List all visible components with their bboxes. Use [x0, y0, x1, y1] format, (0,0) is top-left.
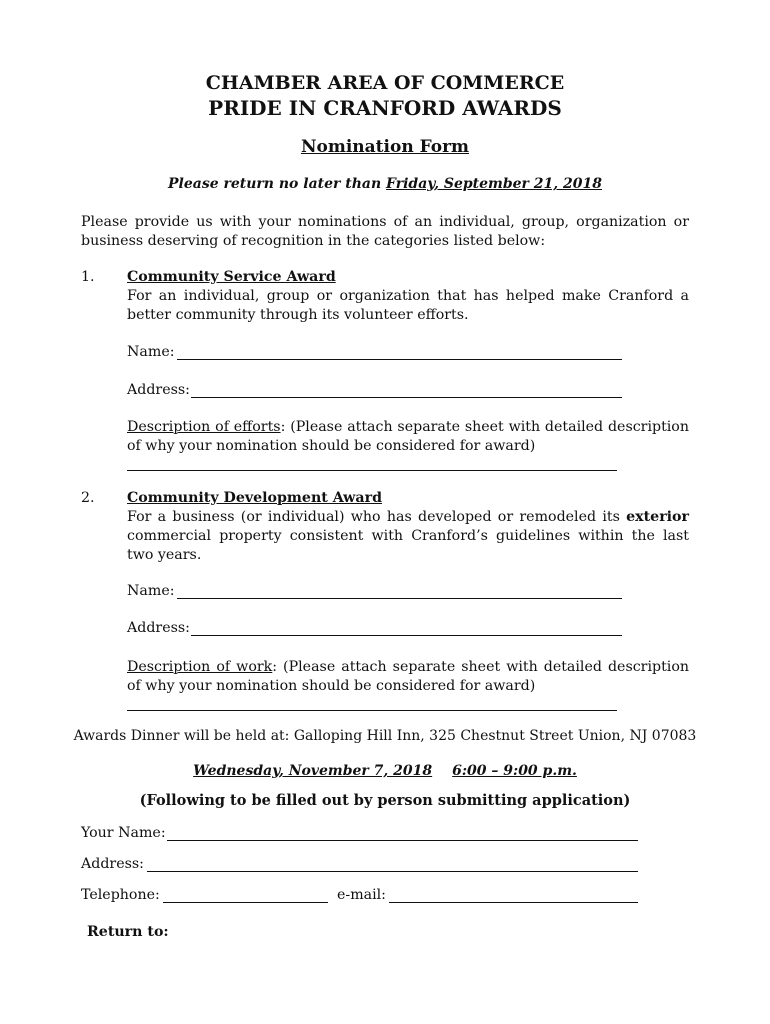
email-field[interactable] — [389, 902, 638, 903]
awards-dinner-date: Wednesday, November 7, 2018 — [193, 763, 433, 779]
award-2-name-field[interactable] — [177, 598, 622, 599]
award-2-address-field[interactable] — [191, 635, 622, 636]
return-to-label: Return to: — [87, 924, 169, 940]
form-subtitle: Nomination Form — [300, 137, 470, 157]
return-deadline — [0, 176, 770, 192]
award-1-description-prompt — [127, 418, 689, 456]
award-2-number: 2. — [81, 490, 95, 506]
award-1-number: 1. — [81, 269, 95, 285]
intro-paragraph: Please provide us with your nominations of an individual, group, organization or business deserving of recognition in the categories listed below: — [81, 214, 689, 249]
awards-dinner-time: 6:00 – 9:00 p.m. — [452, 763, 577, 779]
award-2-address-label: Address: — [127, 620, 190, 636]
award-1-name-field[interactable] — [177, 359, 622, 360]
award-1-name-label: Name: — [127, 344, 175, 360]
organization-title: CHAMBER AREA OF COMMERCE — [205, 72, 565, 94]
awards-dinner-datetime — [0, 760, 770, 779]
award-1-address-label: Address: — [127, 382, 190, 398]
telephone-field[interactable] — [163, 902, 328, 903]
award-2-description-label: Description of work — [127, 659, 273, 675]
return-deadline-prefix: Please return no later than — [168, 176, 387, 192]
award-2-description — [127, 508, 689, 565]
award-2-name-label: Name: — [127, 583, 175, 599]
submitter-address-field[interactable] — [147, 871, 638, 872]
award-1-description-label: Description of efforts — [127, 419, 281, 435]
awards-dinner-location: Awards Dinner will be held at: Galloping Hill Inn, 325 Chestnut Street Union, NJ 07083 — [73, 728, 697, 744]
award-2-description-prompt — [127, 658, 689, 696]
awards-title: PRIDE IN CRANFORD AWARDS — [208, 96, 562, 120]
your-name-label: Your Name: — [81, 825, 166, 841]
submitter-heading: (Following to be filled out by person submitting application) — [139, 792, 631, 809]
award-2-title: Community Development Award — [127, 490, 382, 506]
award-1-description-field[interactable] — [127, 470, 617, 471]
email-label: e-mail: — [337, 887, 386, 903]
award-2-description-note: : (Please attach separate sheet with detailed description of why your nomination should be considered for award) — [127, 659, 689, 694]
award-2-desc-part-2: commercial property consistent with Cranford’s guidelines within the last two years. — [127, 528, 689, 563]
your-name-field[interactable] — [167, 840, 638, 841]
award-2-desc-bold: exterior — [626, 509, 689, 525]
return-deadline-date: Friday, September 21, 2018 — [386, 176, 602, 192]
award-1-description-note: : (Please attach separate sheet with detailed description of why your nomination should be considered for award) — [127, 419, 689, 454]
award-1-title: Community Service Award — [127, 269, 336, 285]
award-2-description-field[interactable] — [127, 710, 617, 711]
award-2-desc-part-1: For a business (or individual) who has developed or remodeled its — [127, 509, 627, 525]
award-1-address-field[interactable] — [191, 397, 622, 398]
award-1-description: For an individual, group or organization that has helped make Cranford a better community through its volunteer efforts. — [127, 288, 689, 323]
telephone-label: Telephone: — [81, 887, 160, 903]
submitter-address-label: Address: — [81, 856, 144, 872]
